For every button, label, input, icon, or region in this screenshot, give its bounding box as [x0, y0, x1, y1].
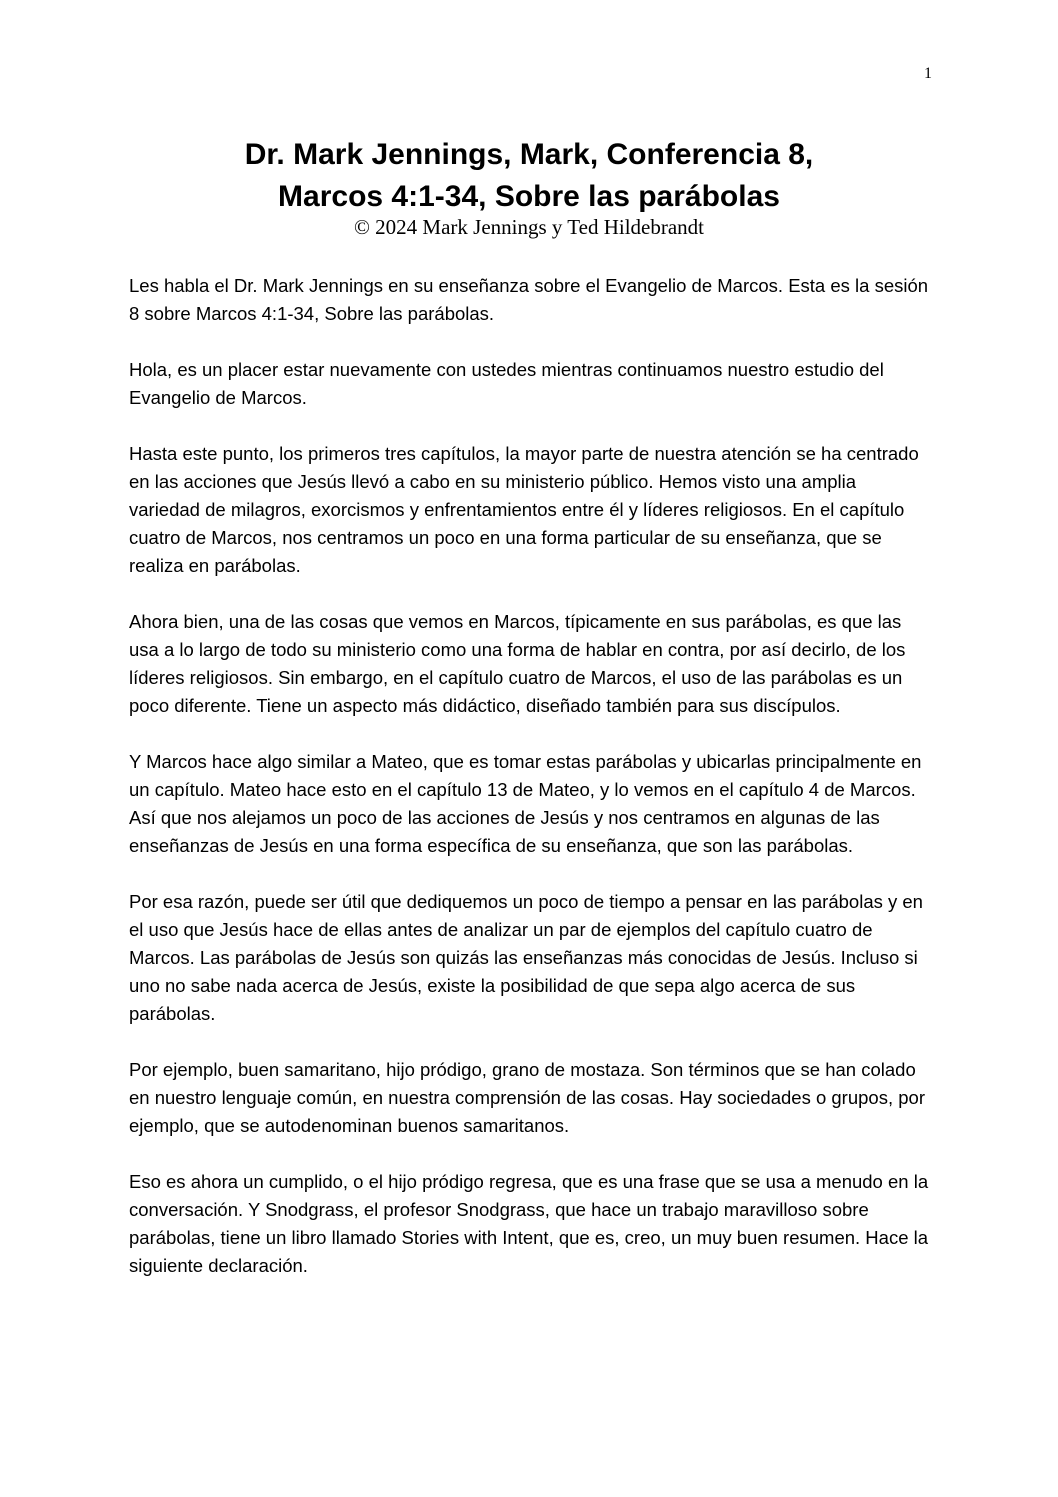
paragraph: Hola, es un placer estar nuevamente con ustedes mientras continuamos nuestro estudio del Evangelio de Marcos. — [129, 359, 884, 408]
paragraph: Por esa razón, puede ser útil que dediquemos un poco de tiempo a pensar en las parábolas y en el uso que Jesús hace de ellas antes de analizar un par de ejemplos del capítulo cuatro de Marcos. Las parábolas de Jesús son quizás las enseñanzas más conocidas de Jesús. Incluso si uno no sabe nada acerca de Jesús, existe la posibilidad de que sepa algo acerca de sus parábolas. — [129, 891, 923, 1024]
paragraph: Ahora bien, una de las cosas que vemos en Marcos, típicamente en sus parábolas, es que las usa a lo largo de todo su ministerio como una forma de hablar en contra, por así decirlo, de los líderes religiosos. Sin embargo, en el capítulo cuatro de Marcos, el uso de las parábolas es un poco diferente. Tiene un aspecto más didáctico, diseñado también para sus discípulos. — [129, 611, 906, 716]
body-text — [129, 272, 929, 1308]
page-number: 1 — [924, 65, 932, 82]
copyright-line: © 2024 Mark Jennings y Ted Hildebrandt — [353, 215, 705, 239]
document-title-line-1: Dr. Mark Jennings, Mark, Conferencia 8, — [244, 138, 814, 171]
paragraph: Les habla el Dr. Mark Jennings en su enseñanza sobre el Evangelio de Marcos. Esta es la sesión 8 sobre Marcos 4:1-34, Sobre las parábolas. — [129, 275, 929, 324]
document-title-line-2: Marcos 4:1-34, Sobre las parábolas — [278, 180, 780, 213]
paragraph: Por ejemplo, buen samaritano, hijo pródigo, grano de mostaza. Son términos que se han colado en nuestro lenguaje común, en nuestra comprensión de las cosas. Hay sociedades o grupos, por ejemplo, que se autodenominan buenos samaritanos. — [129, 1059, 925, 1136]
title-block — [0, 134, 1058, 240]
paragraph: Y Marcos hace algo similar a Mateo, que es tomar estas parábolas y ubicarlas principalmente en un capítulo. Mateo hace esto en el capítulo 13 de Mateo, y lo vemos en el capítulo 4 de Marcos. Así que nos alejamos un poco de las acciones de Jesús y nos centramos en algunas de las enseñanzas de Jesús en una forma específica de su enseñanza, que son las parábolas. — [129, 751, 922, 856]
paragraph: Hasta este punto, los primeros tres capítulos, la mayor parte de nuestra atención se ha centrado en las acciones que Jesús llevó a cabo en su ministerio público. Hemos visto una amplia variedad de milagros, exorcismos y enfrentamientos entre él y líderes religiosos. En el capítulo cuatro de Marcos, nos centramos un poco en una forma particular de su enseñanza, que se realiza en parábolas. — [129, 443, 919, 576]
paragraph: Eso es ahora un cumplido, o el hijo pródigo regresa, que es una frase que se usa a menudo en la conversación. Y Snodgrass, el profesor Snodgrass, que hace un trabajo maravilloso sobre parábolas, tiene un libro llamado Stories with Intent, que es, creo, un muy buen resumen. Hace la siguiente declaración. — [129, 1171, 929, 1276]
